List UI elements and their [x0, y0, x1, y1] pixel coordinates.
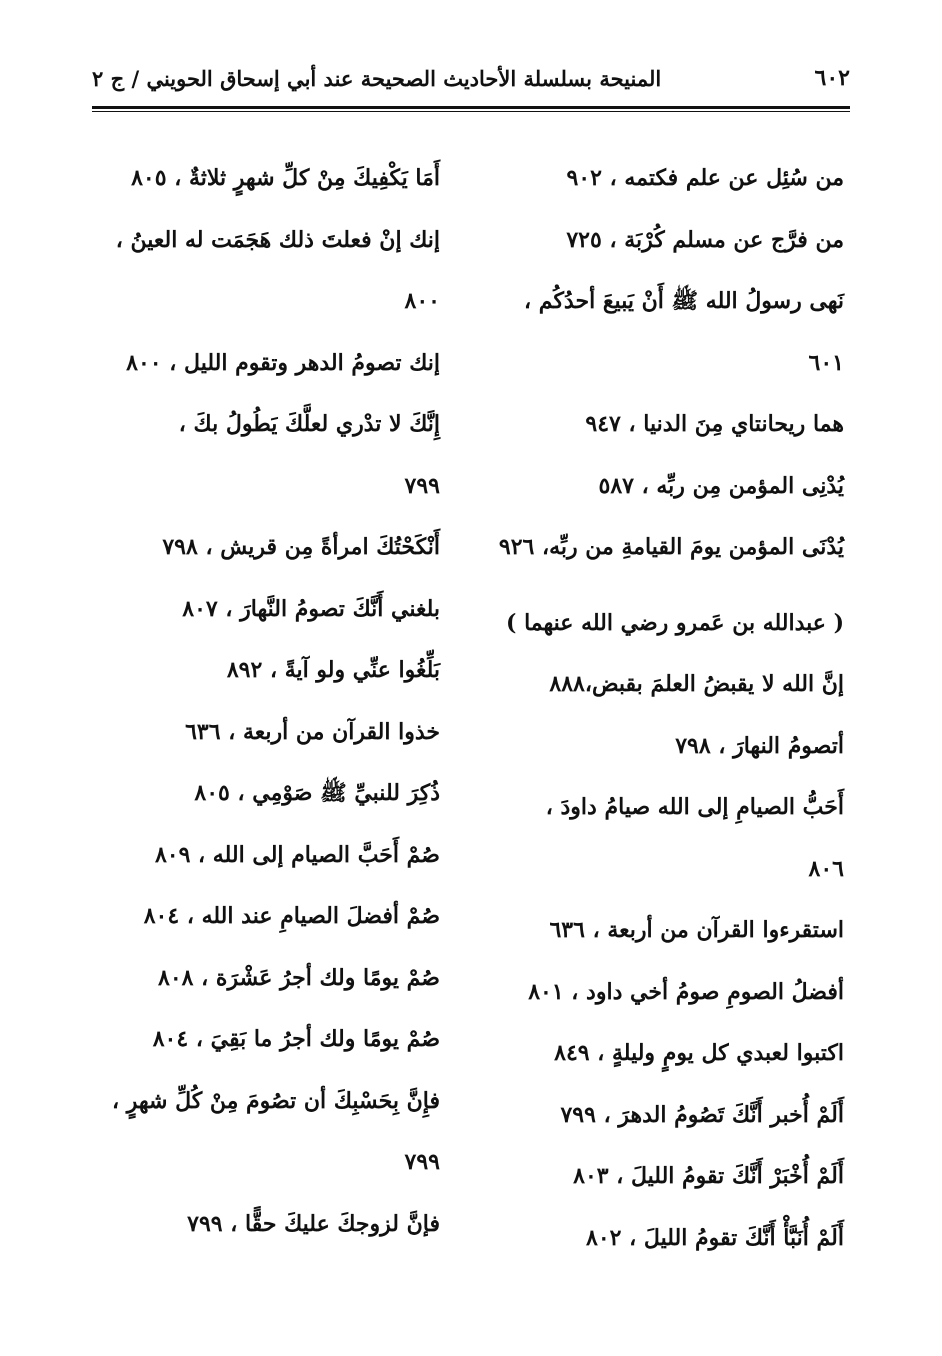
index-entry-continuation: ٦٠١ [808, 349, 844, 376]
index-entry: أتصومُ النهارَ ، ٧٩٨ [675, 732, 844, 759]
index-entry: أَنْكَحْتُكَ امرأةً مِن قريش ، ٧٩٨ [162, 534, 440, 560]
index-entry-continuation: ٧٩٩ [404, 472, 440, 499]
index-entry: فإِنَّ بِحَسْبِكَ أن تصُومَ مِنْ كُلِّ شهرٍ ، [111, 1087, 440, 1114]
running-title: المنيحة بسلسلة الأحاديث الصحيحة عند أبي إسحاق الحويني / ج ٢ [92, 65, 662, 91]
index-entry: أَحَبُّ الصيامِ إلى الله صيامُ داودَ ، [545, 794, 844, 820]
index-entry: إِنَّكَ لا تدْري لعلَّكَ يَطُولُ بكَ ، [178, 411, 440, 437]
index-entry: أَمَا يَكْفِيكَ مِنْ كلِّ شهرٍ ثلاثةٌ ، ٨٠٥ [131, 165, 440, 191]
header-rule [92, 106, 850, 112]
index-entry: اكتبوا لعبدي كل يومٍ وليلةٍ ، ٨٤٩ [554, 1040, 844, 1066]
index-entry-continuation: ٧٩٩ [404, 1149, 440, 1175]
index-entry: نَهى رسولُ الله ﷺ أَنْ يَبيعَ أحدُكُم ، [524, 288, 844, 314]
index-entry: صُمْ يومًا ولك أجرُ عَشْرَة ، ٨٠٨ [158, 964, 440, 991]
index-column-right [479, 148, 844, 1269]
index-entry: استقرءوا القرآن من أربعة ، ٦٣٦ [549, 917, 844, 943]
index-entry: بَلِّغُوا عنِّي ولو آيةً ، ٨٩٢ [226, 657, 440, 683]
index-entry: إنَّ الله لا يقبضُ العلمَ بقبض،٨٨٨ [549, 671, 844, 697]
index-entry: أفضلُ الصومِ صومُ أخي داود ، ٨٠١ [528, 978, 844, 1005]
index-entry: أَلَمْ أُنَبَّأْ أَنَّكَ تقومُ الليلَ ، ٨٠٢ [586, 1224, 844, 1251]
index-column-left [75, 148, 440, 1255]
index-entry: إنك إنْ فعلتَ ذلك هَجَمَت له العينُ ، [115, 226, 440, 253]
index-entry: يُدْنَى المؤمن يومَ القيامةِ من ربِّه، ٩٢٦ [498, 534, 844, 560]
index-entry: من سُئِل عن علم فكتمه ، ٩٠٢ [566, 165, 844, 191]
page-header [92, 56, 850, 100]
index-entry: صُمْ أفضلَ الصيامِ عند الله ، ٨٠٤ [143, 903, 440, 929]
index-entry-continuation: ٨٠٠ [404, 288, 440, 314]
index-entry: أَلَمْ أُخْبَرْ أَنَّكَ تقومُ الليلَ ، ٨٠٣ [573, 1163, 844, 1189]
index-entry: إنك تصومُ الدهر وتقوم الليل ، ٨٠٠ [126, 349, 440, 376]
index-entry: فإنَّ لزوجكَ عليكَ حقًّا ، ٧٩٩ [187, 1210, 440, 1237]
index-entry: بلغني أَنَّكَ تصومُ النَّهارَ ، ٨٠٧ [182, 595, 440, 622]
page-number: ٦٠٢ [814, 65, 850, 91]
index-entry: ذُكِرَ للنبيِّ ﷺ صَوْمِي ، ٨٠٥ [194, 780, 440, 806]
index-entry: هما ريحانتاي مِنَ الدنيا ، ٩٤٧ [585, 411, 844, 437]
index-entry: صُمْ يومًا ولك أجرُ ما بَقِيَ ، ٨٠٤ [152, 1026, 440, 1052]
index-entry: أَلَمْ أُخبر أَنَّكَ تَصُومُ الدهرَ ، ٧٩٩ [560, 1101, 844, 1128]
index-entry: يُدْنِى المؤمن مِن ربِّه ، ٥٨٧ [598, 472, 844, 499]
index-entry: خذوا القرآن من أربعة ، ٦٣٦ [185, 718, 440, 745]
index-entry: صُمْ أَحَبَّ الصيام إلى الله ، ٨٠٩ [154, 841, 440, 868]
narrator-heading: ( عبدالله بن عَمرو رضي الله عنهما ) [506, 609, 844, 636]
index-entry-continuation: ٨٠٦ [808, 855, 844, 882]
index-entry: من فرَّج عن مسلم كُرْبَة ، ٧٢٥ [566, 226, 844, 253]
